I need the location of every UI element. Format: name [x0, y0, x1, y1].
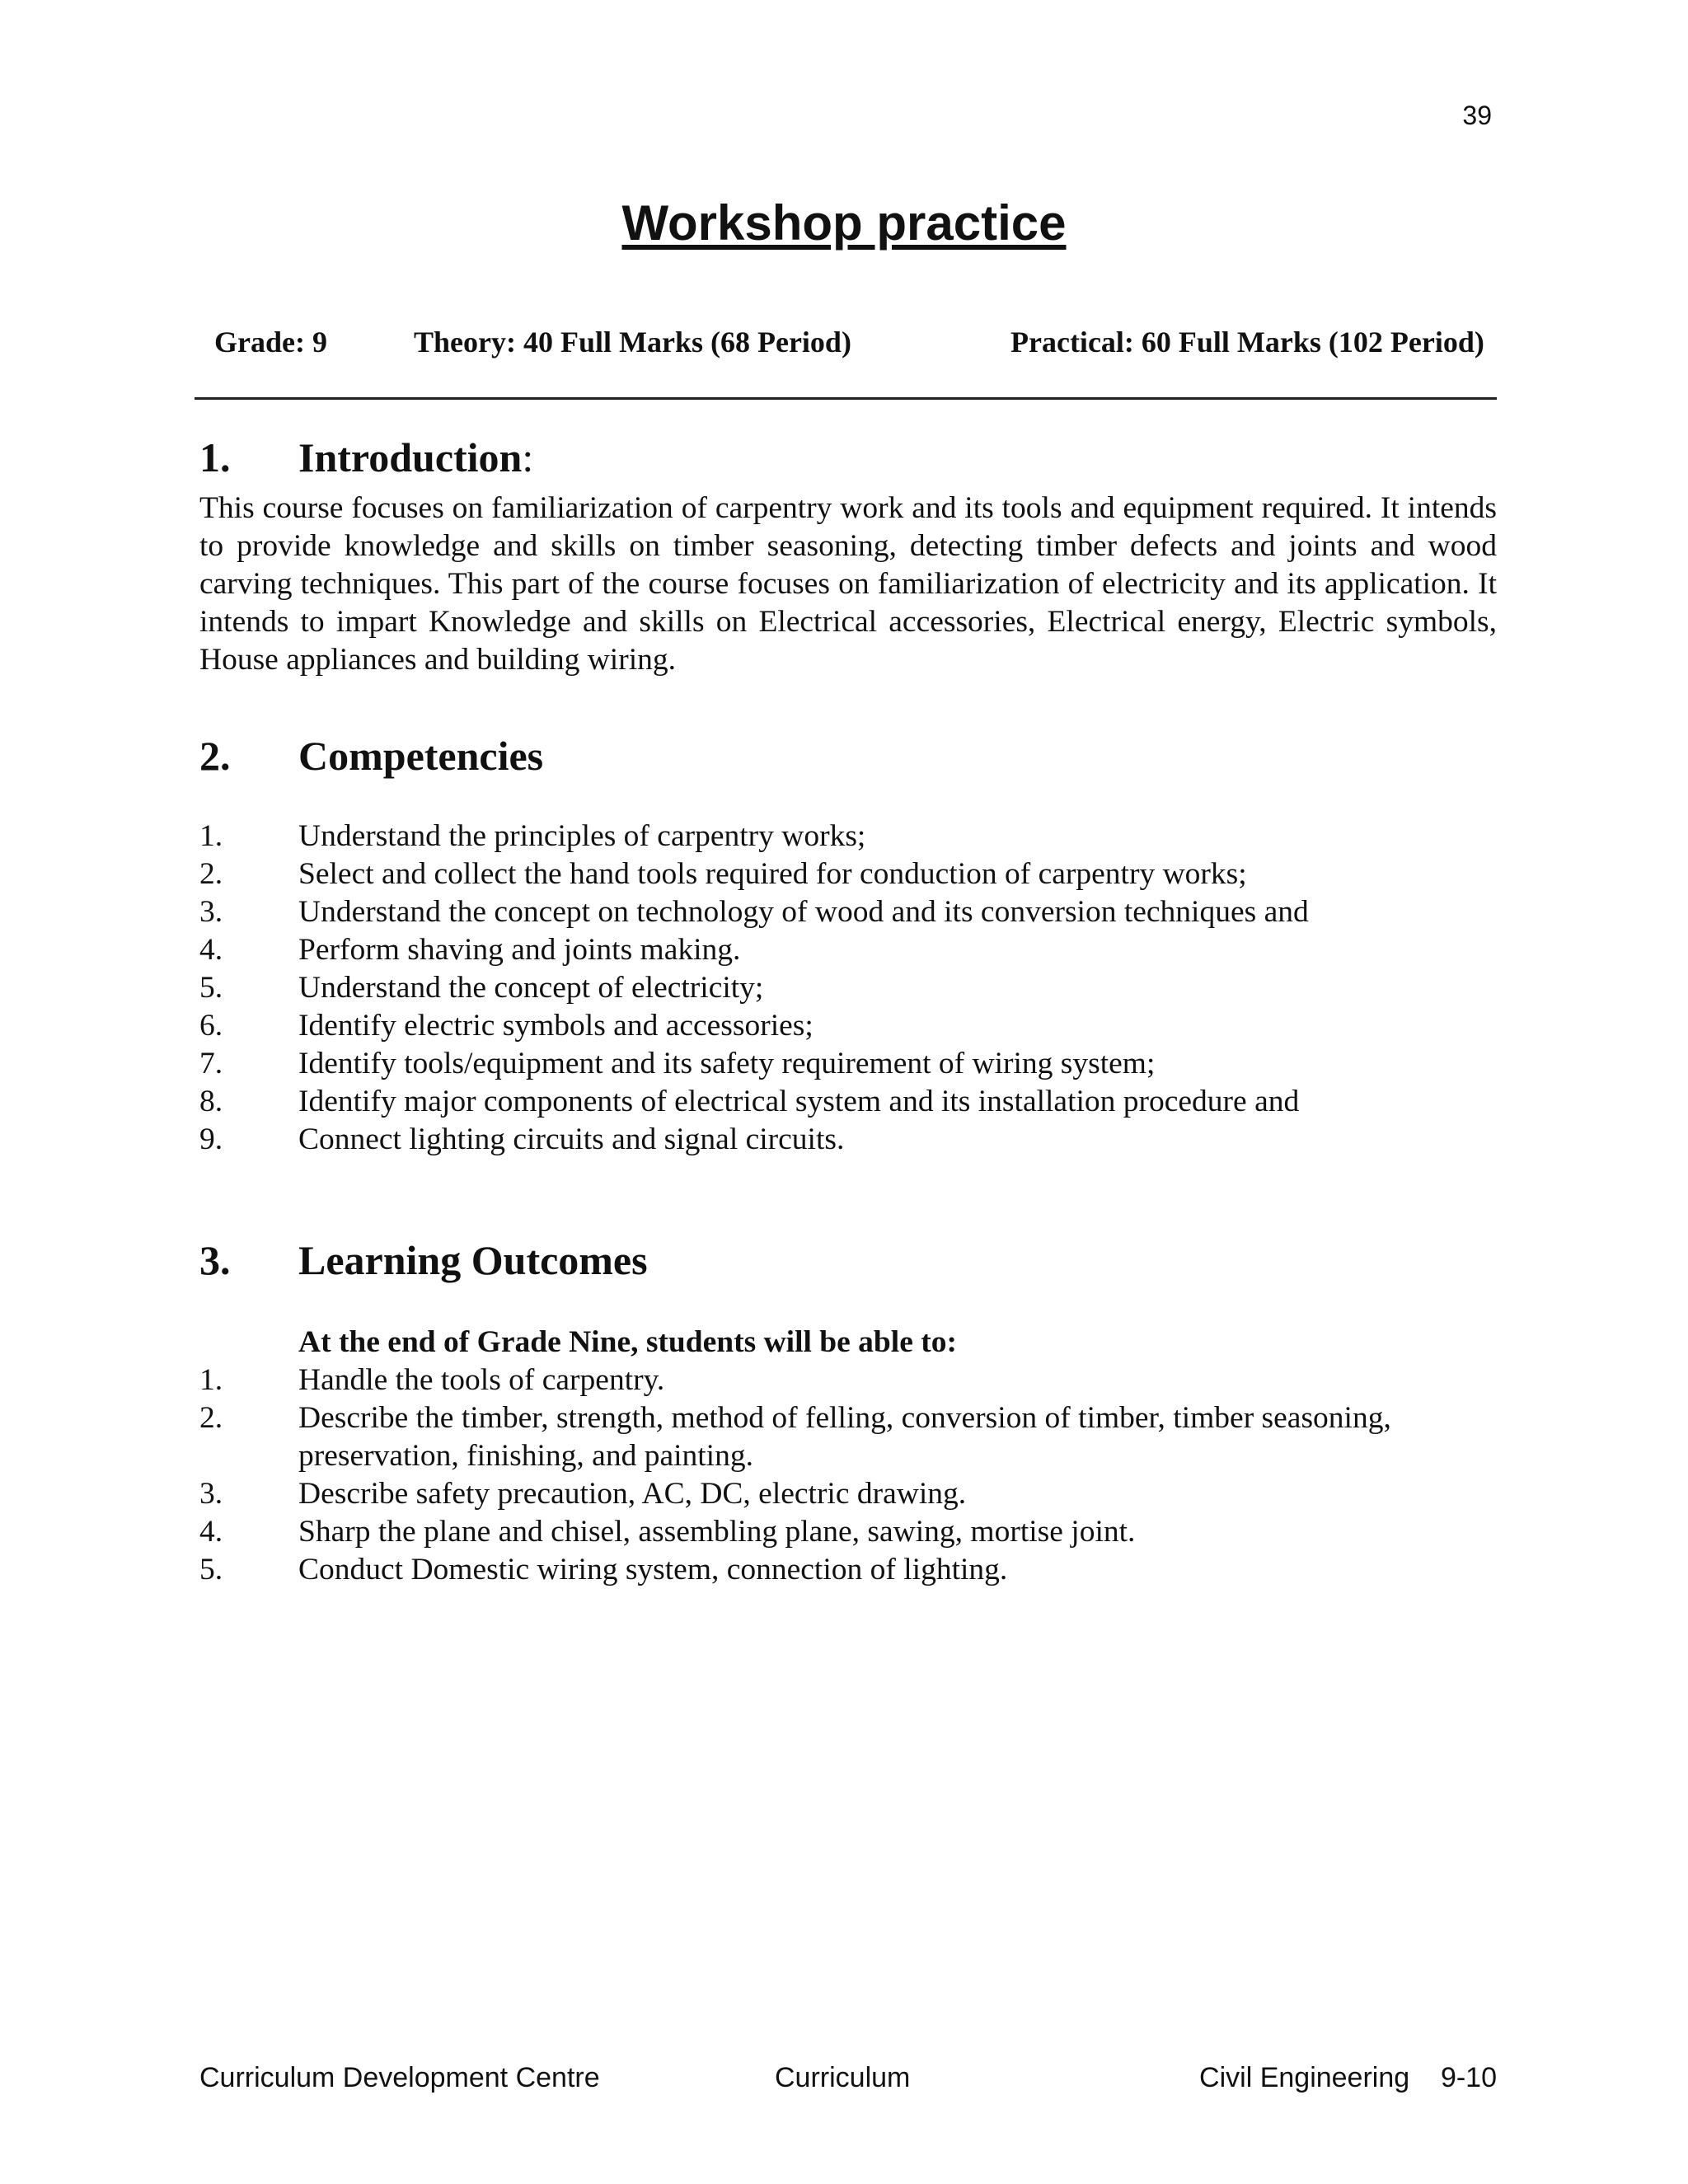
item-text: Describe safety precaution, AC, DC, electric drawing.	[298, 1477, 967, 1511]
list-item	[199, 1361, 1497, 1399]
item-number: 1.	[199, 1363, 223, 1397]
item-text: Select and collect the hand tools required for conduction of carpentry works;	[298, 857, 1247, 891]
section-title: Introduction	[298, 434, 523, 480]
item-text: Understand the principles of carpentry works;	[298, 819, 866, 853]
section-number: 2.	[199, 733, 231, 779]
list-item	[199, 818, 1497, 855]
item-text: Conduct Domestic wiring system, connection of lighting.	[298, 1553, 1008, 1586]
list-item	[199, 1399, 1497, 1475]
competencies-heading	[199, 732, 543, 780]
learning-outcomes-intro: At the end of Grade Nine, students will be able to:	[298, 1325, 957, 1359]
header-divider	[195, 397, 1497, 400]
item-number: 4.	[199, 933, 223, 967]
item-number: 1.	[199, 819, 223, 853]
item-number: 5.	[199, 1553, 223, 1586]
list-item	[199, 1121, 1497, 1159]
footer-left: Curriculum Development Centre	[199, 2062, 600, 2093]
section-colon: :	[522, 434, 534, 480]
page-title: Workshop practice	[621, 195, 1067, 251]
learning-outcomes-list	[199, 1361, 1497, 1589]
item-number: 2.	[199, 857, 223, 891]
item-number: 3.	[199, 895, 223, 929]
learning-outcomes-heading	[199, 1236, 648, 1284]
footer-center: Curriculum	[775, 2062, 911, 2093]
item-number: 7.	[199, 1047, 223, 1080]
list-item	[199, 1551, 1497, 1589]
list-item	[199, 1475, 1497, 1513]
item-text: Describe the timber, strength, method of felling, conversion of timber, timber seasoning, preservation, finishing, and painting.	[298, 1401, 1391, 1473]
item-number: 5.	[199, 971, 223, 1005]
list-item	[199, 1083, 1497, 1121]
list-item	[199, 1045, 1497, 1083]
item-number: 3.	[199, 1477, 223, 1511]
item-number: 6.	[199, 1009, 223, 1043]
item-text: Perform shaving and joints making.	[298, 933, 741, 967]
list-item	[199, 855, 1497, 893]
item-number: 9.	[199, 1122, 223, 1156]
list-item	[199, 969, 1497, 1007]
item-number: 2.	[199, 1401, 223, 1435]
item-text: Identify electric symbols and accessories;	[298, 1009, 814, 1043]
theory-marks: Theory: 40 Full Marks (68 Period)	[414, 326, 851, 359]
section-title: Competencies	[298, 733, 544, 779]
section-number: 1.	[199, 434, 231, 480]
introduction-paragraph: This course focuses on familiarization of carpentry work and its tools and equipment required. It intends to provide knowledge and skills on timber seasoning, detecting timber defects and joints and wood carving techniques. This part of the course focuses on familiarization of electricity and its application. It intends to impart Knowledge and skills on Electrical accessories, Electrical energy, Electric symbols, House appliances and building wiring.	[199, 491, 1497, 677]
footer-right: Civil Engineering 9-10	[1199, 2062, 1497, 2093]
item-text: Identify tools/equipment and its safety requirement of wiring system;	[298, 1047, 1156, 1080]
item-number: 8.	[199, 1085, 223, 1118]
section-title: Learning Outcomes	[298, 1237, 648, 1283]
item-text: Handle the tools of carpentry.	[298, 1363, 665, 1397]
item-text: Understand the concept of electricity;	[298, 971, 764, 1005]
item-text: Identify major components of electrical system and its installation procedure and	[298, 1085, 1300, 1118]
list-item	[199, 931, 1497, 969]
item-text: Connect lighting circuits and signal circuits.	[298, 1122, 845, 1156]
list-item	[199, 893, 1497, 931]
section-number: 3.	[199, 1237, 231, 1283]
grade-label: Grade: 9	[214, 326, 327, 359]
item-text: Sharp the plane and chisel, assembling plane, sawing, mortise joint.	[298, 1515, 1136, 1549]
competencies-list	[199, 818, 1497, 1159]
list-item	[199, 1513, 1497, 1551]
page-number: 39	[1462, 101, 1492, 130]
introduction-heading	[199, 434, 533, 481]
item-number: 4.	[199, 1515, 223, 1549]
list-item	[199, 1007, 1497, 1045]
item-text: Understand the concept on technology of wood and its conversion techniques and	[298, 895, 1309, 929]
practical-marks: Practical: 60 Full Marks (102 Period)	[1010, 326, 1484, 359]
